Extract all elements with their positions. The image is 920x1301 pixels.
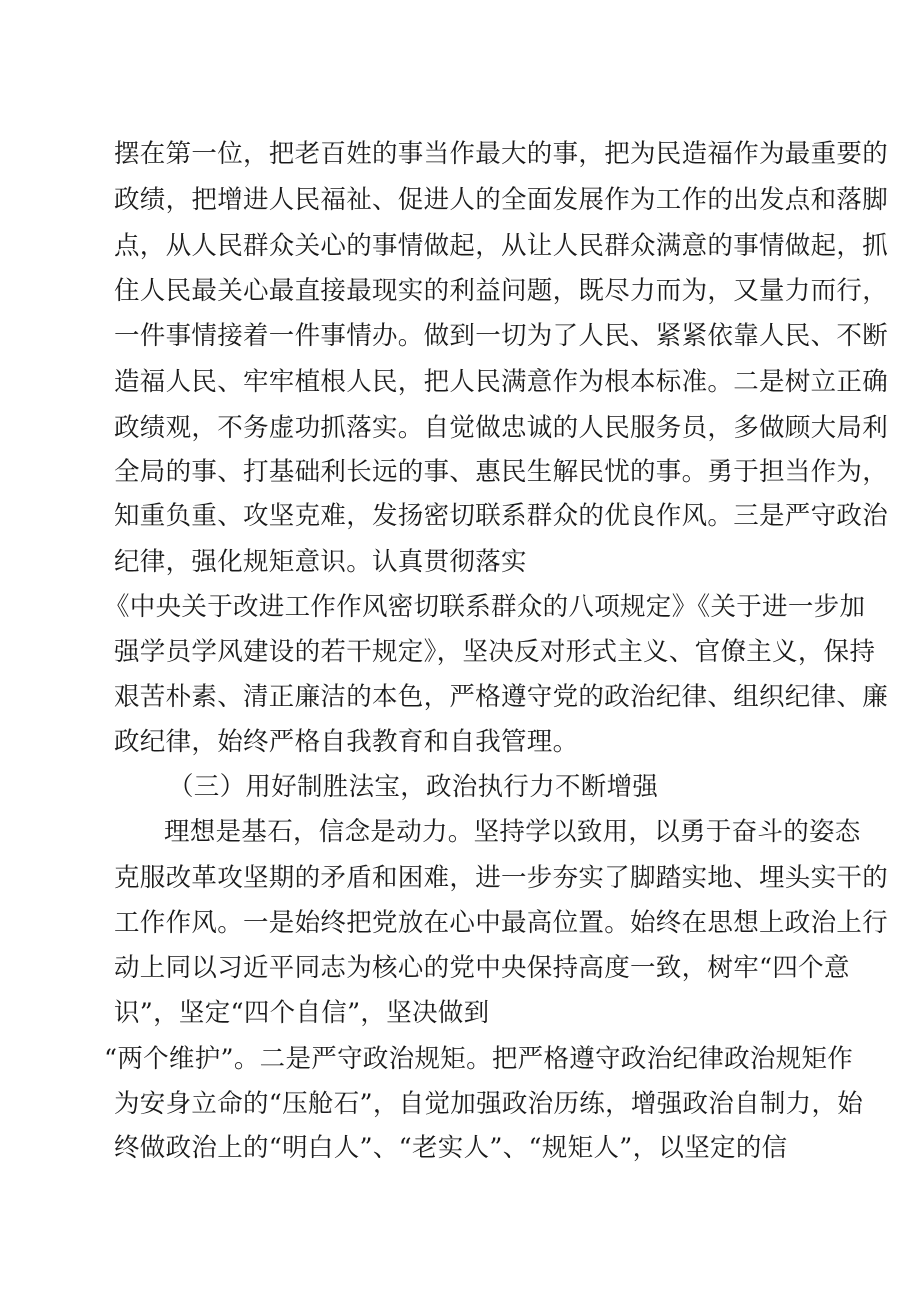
body-text-line: 政纪律，始终严格自我教育和自我管理。 <box>114 727 579 757</box>
body-text-line: 为安身立命的“压舱石”，自觉加强政治历练，增强政治自制力，始 <box>114 1089 864 1119</box>
body-text-line: 识”，坚定“四个自信”，坚决做到 <box>114 998 490 1028</box>
body-text-line: 纪律，强化规矩意识。认真贯彻落实 <box>114 547 527 577</box>
body-text-line: 点，从人民群众关心的事情做起，从让人民群众满意的事情做起，抓 <box>114 231 889 261</box>
body-text-line: 政绩，把增进人民福祉、促进人的全面发展作为工作的出发点和落脚 <box>114 185 889 215</box>
body-text-line: 全局的事、打基础利长远的事、惠民生解民忧的事。勇于担当作为， <box>114 457 889 487</box>
body-text-line: 知重负重、攻坚克难，发扬密切联系群众的优良作风。三是严守政治 <box>114 501 889 531</box>
body-text-line: 一件事情接着一件事情办。做到一切为了人民、紧紧依靠人民、不断 <box>114 321 889 351</box>
section-heading: （三）用好制胜法宝，政治执行力不断增强 <box>168 772 659 802</box>
body-text-line: 强学员学风建设的若干规定》，坚决反对形式主义、官僚主义，保持 <box>114 637 876 667</box>
body-text-line: 理想是基石，信念是动力。坚持学以致用，以勇于奋斗的姿态 <box>164 817 861 847</box>
body-text-line: 工作作风。一是始终把党放在心中最高位置。始终在思想上政治上行 <box>114 908 889 938</box>
body-text-line: 《中央关于改进工作作风密切联系群众的八项规定》《关于进一步加 <box>104 592 866 622</box>
body-text-line: 动上同以习近平同志为核心的党中央保持高度一致，树牢“四个意 <box>114 953 850 983</box>
body-text-line: 终做政治上的“明白人”、“老实人”、“规矩人”，以坚定的信 <box>114 1133 788 1163</box>
body-text-line: “两个维护”。二是严守政治规矩。把严格遵守政治纪律政治规矩作 <box>104 1044 854 1074</box>
body-text-line: 克服改革攻坚期的矛盾和困难，进一步夯实了脚踏实地、埋头实干的 <box>114 863 889 893</box>
body-text-line: 住人民最关心最直接最现实的利益问题，既尽力而为，又量力而行， <box>114 276 889 306</box>
body-text-line: 政绩观，不务虚功抓落实。自觉做忠诚的人民服务员，多做顾大局利 <box>114 413 889 443</box>
body-text-line: 摆在第一位，把老百姓的事当作最大的事，把为民造福作为最重要的 <box>114 139 889 169</box>
body-text-line: 艰苦朴素、清正廉洁的本色，严格遵守党的政治纪律、组织纪律、廉 <box>114 682 889 712</box>
body-text-line: 造福人民、牢牢植根人民，把人民满意作为根本标准。二是树立正确 <box>114 367 889 397</box>
